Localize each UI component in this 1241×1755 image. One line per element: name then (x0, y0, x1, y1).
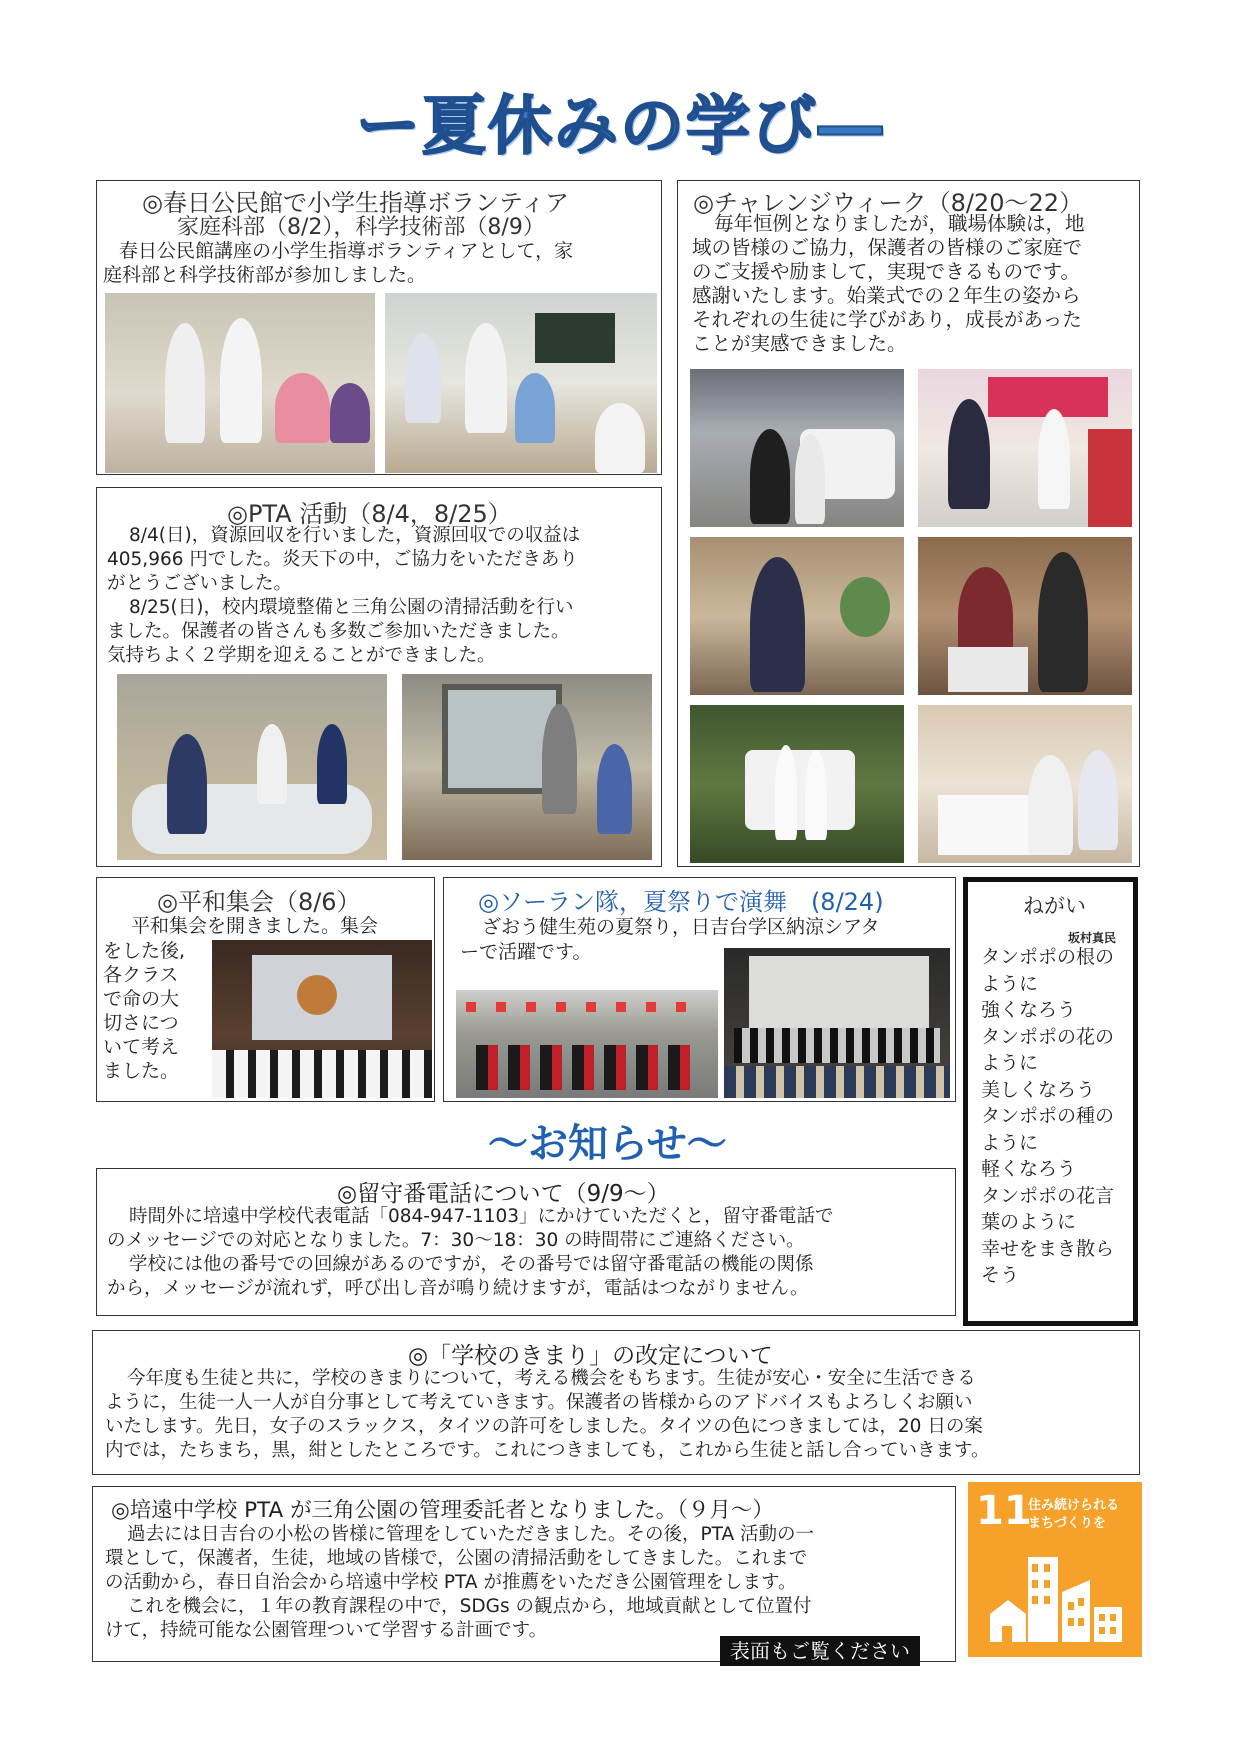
poem-line: ように (981, 1052, 1039, 1074)
challenge-photo-hotel (918, 705, 1132, 863)
poem-line: タンポポの花の (981, 1025, 1115, 1048)
notice-phone (96, 1168, 956, 1316)
sdg-label-2: まちづくりを (1028, 1516, 1106, 1531)
peace-body-line: いて考え (103, 1036, 180, 1058)
pta-photo-recycling (117, 674, 387, 860)
peace-body-line: 各クラス (103, 964, 179, 986)
pta-section (96, 487, 662, 867)
challenge-section (677, 180, 1140, 867)
notice-park-body (105, 1523, 950, 1643)
notice-rules-line: 内では，たちまち，黒，紺としたところです。これにつきましても，これから生徒と話し合っていきます。 (105, 1440, 990, 1461)
notice-park-line: の活動から，春日自治会から培遠中学校 PTA が推薦をいただき公園管理をします。 (105, 1572, 797, 1593)
poem-line: 強くなろう (981, 999, 1077, 1021)
volunteer-section (96, 180, 662, 475)
peace-body-line: ました。 (103, 1060, 180, 1082)
poem-line: ように (981, 972, 1039, 995)
challenge-body-line: 域の皆様のご協力，保護者の皆様のご家庭で (692, 236, 1083, 259)
poem-line: そう (981, 1264, 1020, 1286)
challenge-body (692, 212, 1132, 356)
challenge-photo-garage (690, 369, 904, 527)
soran-photo-theater (724, 948, 950, 1098)
poem-lines (981, 944, 1136, 1289)
peace-body-rest (103, 939, 185, 1083)
pta-body-line: 405,966 円でした。炎天下の中，ご協力をいただきあり (107, 549, 578, 570)
challenge-body-line: のご支援や励まして，実現できるものです。 (692, 260, 1081, 283)
poem-line: 軽くなろう (981, 1158, 1077, 1180)
peace-body-first: 平和集会を開きました。集会 (131, 915, 379, 937)
soran-body-2: ーで活躍です。 (460, 941, 592, 963)
notice-heading: ～お知らせ～ (488, 1121, 727, 1167)
notice-park-line: けて，持続可能な公園管理ついて学習する計画です。 (105, 1620, 548, 1641)
challenge-photo-shop (918, 369, 1132, 527)
challenge-body-line: 感謝いたします。始業式での２年生の姿から (692, 284, 1081, 307)
page-title: ー夏休みの学び― (356, 90, 884, 164)
notice-phone-line: のメッセージでの対応となりました。7：30～18：30 の時間帯にご連絡ください。 (107, 1230, 805, 1251)
poem-author: 坂村真民 (1068, 931, 1117, 945)
pta-body (107, 524, 657, 668)
poem-line: 幸せをまき散ら (981, 1237, 1115, 1260)
challenge-title: ◎チャレンジウィーク（8/20～22） (693, 189, 1084, 217)
notice-phone-body (107, 1205, 952, 1301)
notice-park-line: 環として，保護者，生徒，地域の皆様で，公園の清掃活動をしてきました。これまで (105, 1548, 808, 1569)
poem-box (963, 877, 1138, 1326)
poem-line: 葉のように (981, 1211, 1077, 1233)
pta-body-line: 8/25(日)，校内環境整備と三角公園の清掃活動を行い (129, 597, 574, 618)
notice-park-title: ◎培遠中学校 PTA が三角公園の管理委託者となりました。（９月～） (111, 1498, 774, 1523)
notice-rules-title: ◎「学校のきまり」の改定について (408, 1343, 773, 1369)
soran-section (443, 877, 956, 1102)
volunteer-body-1: 春日公民館講座の小学生指導ボランティアとして，家 (119, 240, 574, 262)
pta-body-line: がとうございました。 (107, 573, 293, 594)
notice-park-line: 過去には日吉台の小松の皆様に管理をしていただきました。その後，PTA 活動の一 (127, 1524, 815, 1545)
peace-title: ◎平和集会（8/6） (157, 888, 361, 916)
challenge-photo-outdoor (690, 705, 904, 863)
notice-rules-line: 今年度も生徒と共に，学校のきまりについて，考える機会をもちます。生徒が安心・安全に生活できる (127, 1368, 976, 1389)
poem-line: ように (981, 1131, 1039, 1154)
peace-section (96, 877, 435, 1102)
poem-line: タンポポの根の (981, 946, 1115, 968)
volunteer-body-2: 庭科部と科学技術部が参加しました。 (103, 264, 427, 286)
volunteer-photo-home-economics (105, 293, 375, 473)
challenge-body-line: 毎年恒例となりましたが，職場体験は，地 (714, 212, 1085, 235)
peace-photo-assembly (212, 940, 432, 1098)
soran-photo-festival (456, 990, 718, 1098)
pta-photo-cleaning (402, 674, 652, 860)
notice-rules-line: いたします。先日，女子のスラックス，タイツの許可をしました。タイツの色につきましては，20 日の案 (105, 1416, 983, 1437)
peace-body-line: で命の大 (103, 988, 180, 1010)
city-buildings-icon (986, 1552, 1126, 1647)
peace-body-line: 切さにつ (103, 1012, 179, 1034)
challenge-photo-salon (918, 537, 1132, 695)
soran-body-1: ざおう健生苑の夏祭り，日吉台学区納涼シアタ (482, 916, 880, 938)
notice-phone-line: から，メッセージが流れず，呼び出し音が鳴り続けますが，電話はつながりません。 (107, 1278, 809, 1299)
pta-title: ◎PTA 活動（8/4，8/25） (227, 500, 512, 528)
challenge-photo-cafe (690, 537, 904, 695)
poem-title: ねがい (1023, 894, 1086, 918)
sdg-11-badge (968, 1482, 1142, 1657)
challenge-body-line: それぞれの生徒に学びがあり，成長があった (692, 308, 1082, 331)
notice-rules-body (105, 1367, 1135, 1463)
notice-rules (92, 1330, 1140, 1475)
poem-line: 美しくなろう (981, 1078, 1096, 1101)
soran-title: ◎ソーラン隊，夏祭りで演舞 (8/24) (478, 888, 884, 916)
pta-body-line: 8/4(日)，資源回収を行いました，資源回収での収益は (129, 525, 581, 546)
challenge-body-line: ことが実感できました。 (692, 332, 907, 355)
pta-body-line: 気持ちよく２学期を迎えることができました。 (107, 645, 496, 666)
volunteer-title-2: 家庭科部（8/2），科学技術部（8/9） (177, 215, 545, 240)
poem-line: タンポポの花言 (981, 1184, 1115, 1207)
notice-phone-line: 時間外に培遠中学校代表電話「084-947-1103」にかけていただくと，留守番電話で (129, 1206, 834, 1227)
sdg-label-1: 住み続けられる (1028, 1498, 1120, 1513)
volunteer-photo-science (385, 293, 657, 473)
volunteer-title-1: ◎春日公民館で小学生指導ボランティア (142, 189, 570, 217)
sdg-number: 11 (976, 1488, 1032, 1534)
peace-body-line: をした後, (103, 940, 186, 962)
pta-body-line: ました。保護者の皆さんも多数ご参加いただきました。 (107, 621, 570, 642)
notice-phone-line: 学校には他の番号での回線があるのですが，その番号では留守番電話の機能の関係 (129, 1254, 814, 1275)
notice-park-line: これを機会に，１年の教育課程の中で，SDGs の観点から，地域貢献として位置付 (127, 1596, 812, 1617)
footer-note: 表面もご覧ください (720, 1636, 920, 1666)
poem-line: タンポポの種の (981, 1105, 1115, 1127)
notice-phone-title: ◎留守番電話について（9/9～） (337, 1181, 670, 1207)
notice-rules-line: ように，生徒一人一人が自分事として考えていきます。保護者の皆様からのアドバイスもよろしくお願い (105, 1392, 973, 1413)
